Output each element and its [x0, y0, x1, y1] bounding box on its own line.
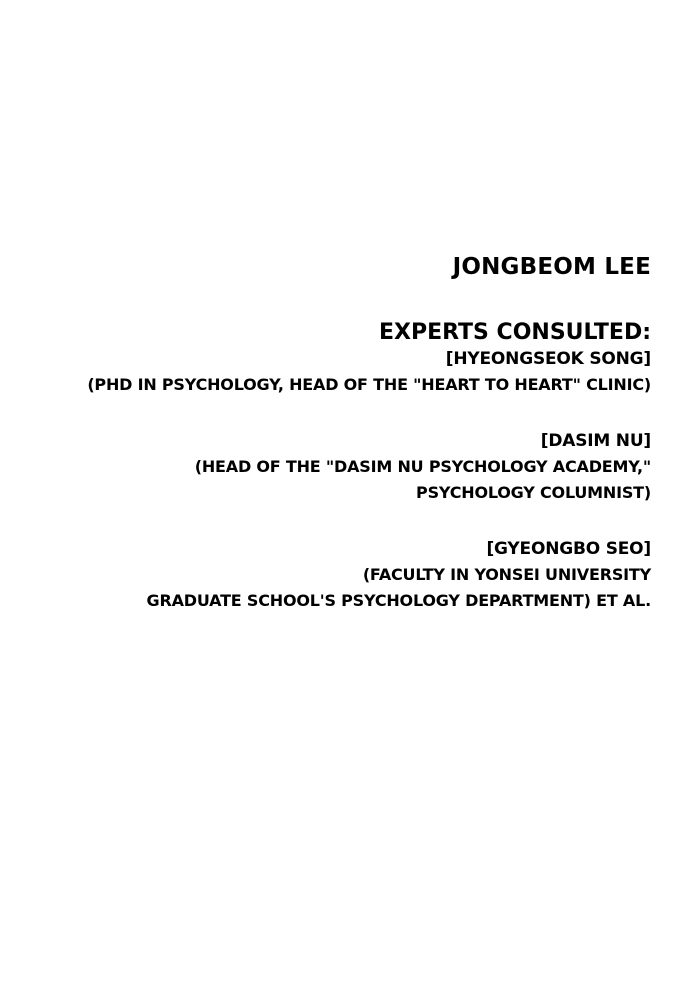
expert-detail: (PHD IN PSYCHOLOGY, HEAD OF THE "HEART TO HEART" CLINIC): [87, 375, 651, 394]
expert-entry: [31, 428, 651, 506]
expert-detail: (FACULTY IN YONSEI UNIVERSITY: [362, 565, 651, 584]
credits-block: [31, 252, 651, 614]
expert-detail: PSYCHOLOGY COLUMNIST): [416, 483, 651, 502]
expert-detail: GRADUATE SCHOOL'S PSYCHOLOGY DEPARTMENT) ET AL.: [146, 591, 651, 610]
expert-entry: [31, 536, 651, 614]
expert-detail: (HEAD OF THE "DASIM NU PSYCHOLOGY ACADEMY,": [194, 457, 651, 476]
expert-name: [GYEONGBO SEO]: [486, 539, 651, 559]
expert-entry: [31, 346, 651, 398]
experts-heading: EXPERTS CONSULTED:: [378, 320, 651, 345]
expert-name: [HYEONGSEOK SONG]: [445, 349, 651, 369]
author-name: JONGBEOM LEE: [452, 254, 651, 280]
expert-name: [DASIM NU]: [540, 431, 651, 451]
